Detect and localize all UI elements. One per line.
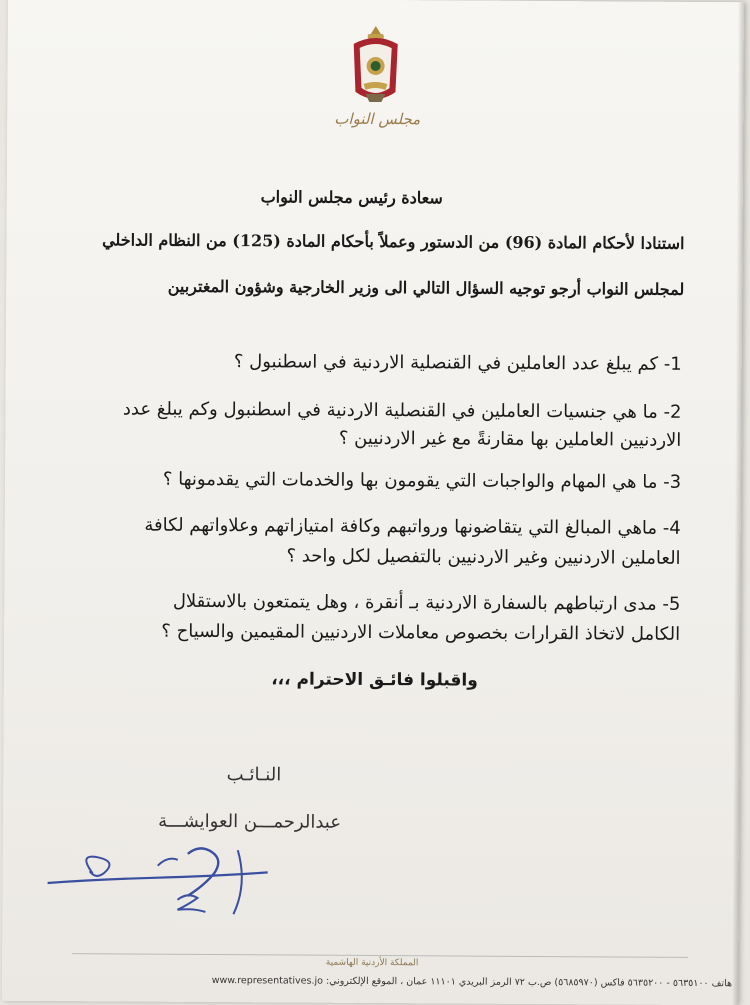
letter-page [2,0,744,1005]
page-edge-shadow [732,2,744,1005]
handwritten-signature [37,843,287,925]
question-5-line-1: 5- مدى ارتباطهم بالسفارة الاردنية بـ أنقرة ، وهل يتمتعون بالاستقلال [172,590,681,615]
question-2-line-2: الاردنيين العاملين بها مقارنةً مع غير الاردنيين ؟ [338,427,682,451]
question-3: 3- ما هي المهام والواجبات التي يقومون بها والخدمات التي يقدمونها ؟ [162,468,682,493]
footer-emblem-text: المملكة الأردنية الهاشمية [325,957,419,969]
question-1: 1- كم يبلغ عدد العاملين في القنصلية الاردنية في اسطنبول ؟ [233,351,682,375]
footer-contact: هاتف ٥٦٣٥١٠٠ - ٥٦٣٥٢٠٠ فاكس (٥٦٨٥٩٧٠) ص.ب ٧٢ الرمز البريدي ١١١٠١ عمان ، الموقع الإلكتروني: www.representatives.jo [211,975,733,990]
salutation: سعادة رئيس مجلس النواب [260,187,443,208]
signer-name: عبدالرحمـــن العوايشـــة [158,810,342,833]
intro-line-1: استنادا لأحكام المادة (96) من الدستور وعملاً بأحكام المادة (125) من النظام الداخلي [102,230,685,253]
question-2-line-1: 2- ما هي جنسيات العاملين في القنصلية الاردنية في اسطنبول وكم يبلغ عدد [122,398,682,423]
question-5-line-2: الكامل لاتخاذ القرارات بخصوص معاملات الاردنيين المقيمين والسياح ؟ [161,620,681,645]
closing-line: واقبلوا فائـق الاحترام ،،، [271,669,478,691]
question-4-line-1: 4- ماهي المبالغ التي يتقاضونها ورواتبهم وكافة امتيازاتهم وعلاواتهم لكافة [144,514,681,539]
letterhead-title: مجلس النواب [334,109,421,129]
signer-title: النـائـب [226,764,282,786]
jordan-coat-of-arms-icon [345,22,406,108]
intro-line-2: لمجلس النواب أرجو توجيه السؤال التالي الى وزير الخارجية وشؤون المغتربين [167,276,685,299]
question-4-line-2: العاملين الاردنيين وغير الاردنيين بالتفصيل لكل واحد ؟ [286,545,681,569]
